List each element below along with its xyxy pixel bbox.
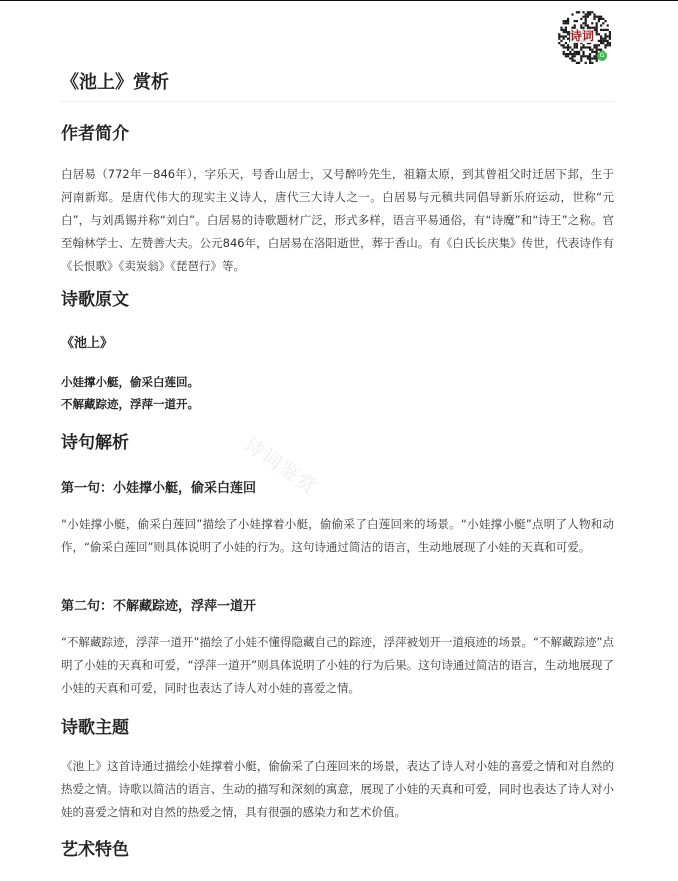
poem-line: 不解藏踪迹，浮萍一道开。 (61, 397, 199, 411)
author-heading: 作者简介 (61, 124, 129, 144)
analysis-item-title: 第二句：不解藏踪迹，浮萍一道开 (61, 599, 257, 614)
qr-badge-icon: G (597, 51, 607, 61)
analysis-heading: 诗句解析 (61, 433, 129, 453)
analysis-item-body: “小娃撑小艇，偷采白莲回”描绘了小娃撑着小艇，偷偷采了白莲回来的场景。“小娃撑小艇”点明了人物和动作，“偷采白莲回”则具体说明了小娃的行为。这句诗通过简洁的语言，生动地展现了小娃的天真和可爱。 (61, 517, 614, 554)
theme-body: 《池上》这首诗通过描绘小娃撑着小艇，偷偷采了白莲回来的场景，表达了诗人对小娃的喜爱之情和对自然的热爱之情。诗歌以简洁的语言、生动的描写和深刻的寓意，展现了小娃的天真和可爱，同时也表达了诗人对小娃的喜爱之情和对自然的热爱之情，具有很强的感染力和艺术价值。 (61, 759, 614, 819)
original-heading: 诗歌原文 (61, 290, 129, 310)
poem-line: 小娃撑小艇，偷采白莲回。 (61, 375, 199, 389)
art-heading: 艺术特色 (61, 840, 129, 860)
watermark: 诗词鉴赏 (240, 433, 322, 500)
top-border (0, 0, 678, 1)
author-body: 白居易（772年－846年），字乐天，号香山居士，又号醉吟先生，祖籍太原，到其曾祖父时迁居下邽，生于河南新郑。是唐代伟大的现实主义诗人，唐代三大诗人之一。白居易与元稹共同倡导新乐府运动，世称“元白”，与刘禹锡并称“刘白”。白居易的诗歌题材广泛，形式多样，语言平易通俗，有“诗魔”和“诗王”之称。官至翰林学士、左赞善大夫。公元846年，白居易在洛阳逝世，葬于香山。有《白氏长庆集》传世，代表诗作有《长恨歌》《卖炭翁》《琵琶行》等。 (61, 167, 614, 273)
poem-title: 《池上》 (61, 336, 114, 351)
analysis-item-title: 第一句：小娃撑小艇，偷采白莲回 (61, 481, 257, 496)
theme-heading: 诗歌主题 (61, 718, 129, 738)
qr-label: 诗词 (570, 29, 595, 43)
page-title: 《池上》赏析 (61, 66, 614, 102)
analysis-item-body: “不解藏踪迹，浮萍一道开”描绘了小娃不懂得隐藏自己的踪迹，浮萍被划开一道痕迹的场景。“不解藏踪迹”点明了小娃的天真和可爱，“浮萍一道开”则具体说明了小娃的行为后果。这句诗通过简洁的语言，生动地展现了小娃的天真和可爱，同时也表达了诗人对小娃的喜爱之情。 (61, 635, 614, 695)
